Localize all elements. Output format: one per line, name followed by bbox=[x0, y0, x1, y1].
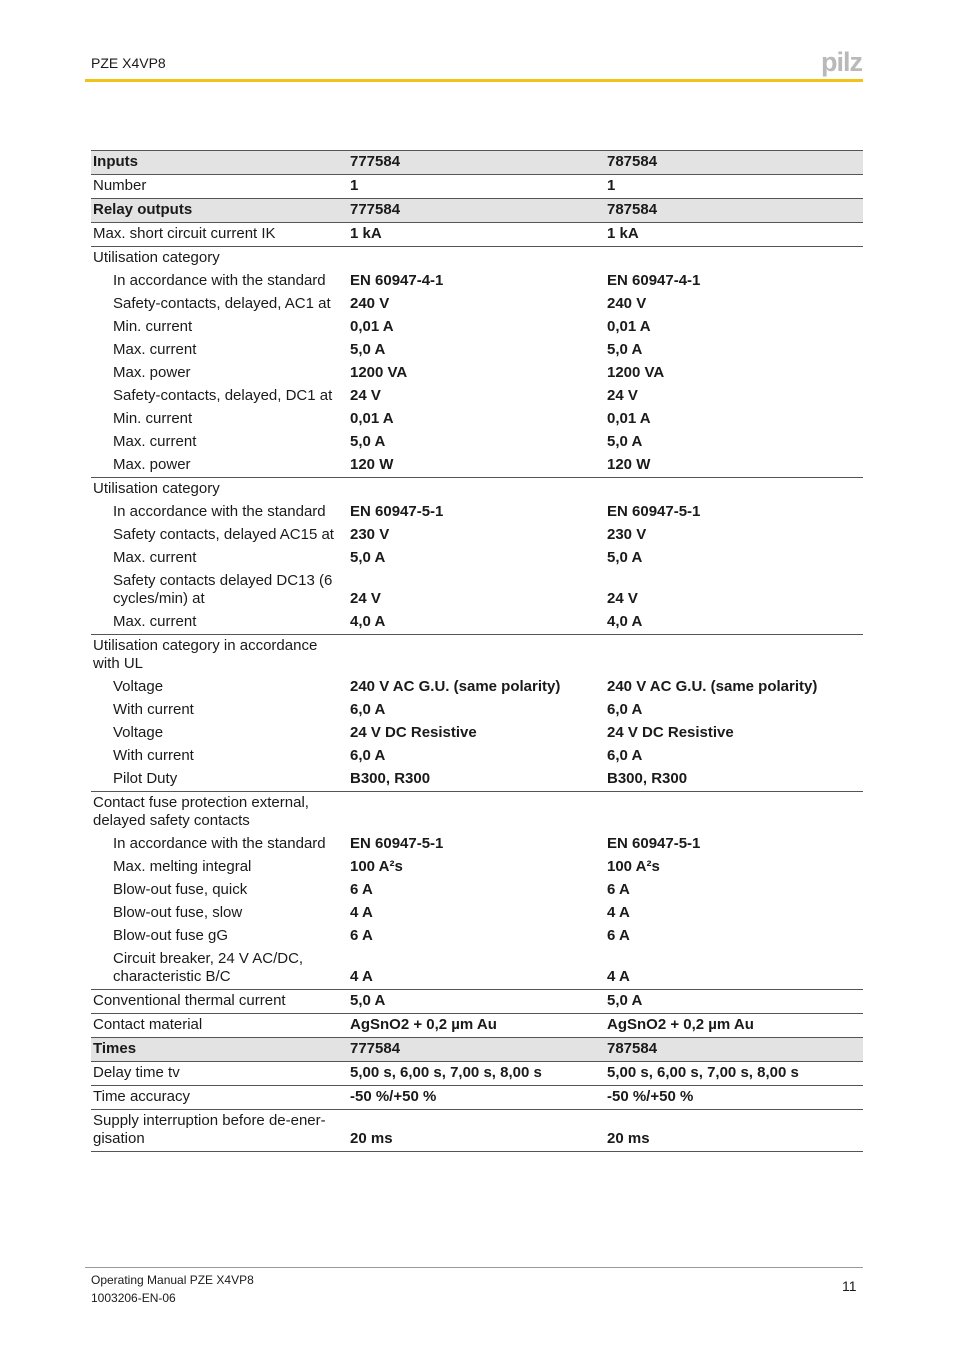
row-label: Utilisation category in accordance with UL bbox=[93, 637, 318, 672]
table-row bbox=[91, 879, 863, 902]
value-787584: 4 A bbox=[607, 904, 630, 921]
pilz-logo: pilz bbox=[821, 47, 862, 77]
table-row bbox=[91, 339, 863, 362]
value-787584: 5,0 A bbox=[607, 341, 643, 358]
row-label: Blow-out fuse gG bbox=[113, 927, 229, 944]
value-777584: -50 %/+50 % bbox=[350, 1088, 437, 1105]
row-label: Contact fuse protection external, delayed safety contacts bbox=[93, 794, 309, 829]
table-row bbox=[91, 948, 863, 989]
table-row bbox=[91, 501, 863, 524]
value-787584: 787584 bbox=[607, 153, 658, 170]
value-777584: 0,01 A bbox=[350, 318, 394, 335]
row-label: Times bbox=[93, 1040, 137, 1057]
row-label: Min. current bbox=[113, 410, 193, 427]
value-787584: 4,0 A bbox=[607, 613, 643, 630]
row-label: In accordance with the standard bbox=[113, 503, 326, 520]
value-787584: B300, R300 bbox=[607, 770, 688, 787]
value-777584: EN 60947-5-1 bbox=[350, 835, 444, 852]
value-777584: 1 bbox=[350, 177, 359, 194]
value-777584: EN 60947-5-1 bbox=[350, 503, 444, 520]
row-label: Contact material bbox=[93, 1016, 203, 1033]
row-label: Blow-out fuse, quick bbox=[113, 881, 248, 898]
value-787584: 5,0 A bbox=[607, 992, 643, 1009]
value-777584: 24 V DC Resistive bbox=[350, 724, 477, 741]
table-row bbox=[91, 293, 863, 316]
value-787584: 1 kA bbox=[607, 225, 639, 242]
table-row bbox=[91, 174, 863, 198]
page-number: 11 bbox=[842, 1278, 857, 1294]
value-787584: 0,01 A bbox=[607, 318, 651, 335]
table-row bbox=[91, 1037, 863, 1061]
row-label: Safety contacts delayed DC13 (6 cycles/min) at bbox=[113, 572, 333, 607]
value-777584: B300, R300 bbox=[350, 770, 431, 787]
value-787584: 120 W bbox=[607, 456, 651, 473]
value-787584: 230 V bbox=[607, 526, 647, 543]
table-row bbox=[91, 902, 863, 925]
value-777584: 5,0 A bbox=[350, 992, 386, 1009]
table-row bbox=[91, 431, 863, 454]
table-row bbox=[91, 856, 863, 879]
table-row bbox=[91, 547, 863, 570]
table-row bbox=[91, 454, 863, 477]
value-787584: 5,00 s, 6,00 s, 7,00 s, 8,00 s bbox=[607, 1064, 799, 1081]
value-777584: 240 V bbox=[350, 295, 390, 312]
value-777584: 4 A bbox=[350, 968, 373, 985]
value-777584: AgSnO2 + 0,2 µm Au bbox=[350, 1016, 497, 1033]
row-label: Time accuracy bbox=[93, 1088, 190, 1105]
value-777584: EN 60947-4-1 bbox=[350, 272, 444, 289]
value-787584: 240 V bbox=[607, 295, 647, 312]
footer-rule bbox=[85, 1267, 863, 1268]
value-777584: 5,0 A bbox=[350, 341, 386, 358]
value-777584: 230 V bbox=[350, 526, 390, 543]
value-787584: 6,0 A bbox=[607, 747, 643, 764]
table-row bbox=[91, 222, 863, 246]
value-787584: 6,0 A bbox=[607, 701, 643, 718]
value-777584: 4,0 A bbox=[350, 613, 386, 630]
row-label: Safety-contacts, delayed, AC1 at bbox=[113, 295, 331, 312]
value-777584: 777584 bbox=[350, 153, 401, 170]
value-787584: EN 60947-5-1 bbox=[607, 503, 701, 520]
row-label: Max. current bbox=[113, 433, 197, 450]
row-label: Voltage bbox=[113, 724, 164, 741]
value-777584: 24 V bbox=[350, 387, 381, 404]
table-row bbox=[91, 246, 863, 270]
row-label: Blow-out fuse, slow bbox=[113, 904, 243, 921]
row-label: Max. current bbox=[113, 613, 197, 630]
table-row bbox=[91, 722, 863, 745]
value-777584: 1 kA bbox=[350, 225, 382, 242]
row-label: Circuit breaker, 24 V AC/DC, characteristic B/C bbox=[113, 950, 304, 985]
table-row bbox=[91, 362, 863, 385]
row-label: Pilot Duty bbox=[113, 770, 178, 787]
row-label: Max. current bbox=[113, 549, 197, 566]
row-label: In accordance with the standard bbox=[113, 272, 326, 289]
value-787584: 20 ms bbox=[607, 1130, 650, 1147]
row-label: Voltage bbox=[113, 678, 164, 695]
table-row bbox=[91, 477, 863, 501]
footer-manual-title: Operating Manual PZE X4VP8 bbox=[91, 1273, 254, 1287]
value-777584: 1200 VA bbox=[350, 364, 408, 381]
table-row bbox=[91, 316, 863, 339]
value-777584: 5,0 A bbox=[350, 549, 386, 566]
value-777584: 6,0 A bbox=[350, 701, 386, 718]
value-787584: 100 A²s bbox=[607, 858, 660, 875]
table-row bbox=[91, 611, 863, 634]
row-label: Safety contacts, delayed AC15 at bbox=[113, 526, 334, 543]
table-row bbox=[91, 676, 863, 699]
value-777584: 6,0 A bbox=[350, 747, 386, 764]
value-777584: 24 V bbox=[350, 590, 381, 607]
value-787584: 1 bbox=[607, 177, 616, 194]
value-787584: 5,0 A bbox=[607, 433, 643, 450]
value-787584: 24 V bbox=[607, 387, 638, 404]
document-title: PZE X4VP8 bbox=[91, 55, 166, 71]
table-row bbox=[91, 1061, 863, 1085]
value-787584: 4 A bbox=[607, 968, 630, 985]
value-787584: 787584 bbox=[607, 201, 658, 218]
row-label: Max. current bbox=[113, 341, 197, 358]
value-777584: 4 A bbox=[350, 904, 373, 921]
table-row bbox=[91, 634, 863, 676]
row-label: Safety-contacts, delayed, DC1 at bbox=[113, 387, 333, 404]
row-label: Max. power bbox=[113, 364, 191, 381]
value-777584: 120 W bbox=[350, 456, 394, 473]
row-label: Relay outputs bbox=[93, 201, 193, 218]
table-row bbox=[91, 699, 863, 722]
table-row bbox=[91, 745, 863, 768]
value-787584: -50 %/+50 % bbox=[607, 1088, 694, 1105]
table-row bbox=[91, 385, 863, 408]
value-787584: 787584 bbox=[607, 1040, 658, 1057]
row-label: Min. current bbox=[113, 318, 193, 335]
table-row bbox=[91, 150, 863, 174]
value-787584: 1200 VA bbox=[607, 364, 665, 381]
value-787584: 6 A bbox=[607, 927, 630, 944]
value-787584: 0,01 A bbox=[607, 410, 651, 427]
row-label: Number bbox=[93, 177, 147, 194]
table-row bbox=[91, 1109, 863, 1152]
row-label: With current bbox=[113, 747, 194, 764]
row-label: Inputs bbox=[93, 153, 138, 170]
table-row bbox=[91, 768, 863, 791]
value-777584: 5,0 A bbox=[350, 433, 386, 450]
table-row bbox=[91, 1085, 863, 1109]
row-label: Supply interruption before de-ener-gisation bbox=[93, 1112, 326, 1147]
value-787584: 5,0 A bbox=[607, 549, 643, 566]
row-label: Delay time tv bbox=[93, 1064, 180, 1081]
table-row bbox=[91, 791, 863, 833]
technical-data-table bbox=[91, 150, 863, 1152]
table-row bbox=[91, 1013, 863, 1037]
value-777584: 6 A bbox=[350, 927, 373, 944]
value-777584: 777584 bbox=[350, 1040, 401, 1057]
table-row bbox=[91, 408, 863, 431]
value-777584: 20 ms bbox=[350, 1130, 393, 1147]
value-777584: 0,01 A bbox=[350, 410, 394, 427]
value-777584: 5,00 s, 6,00 s, 7,00 s, 8,00 s bbox=[350, 1064, 542, 1081]
value-787584: 6 A bbox=[607, 881, 630, 898]
value-787584: 24 V bbox=[607, 590, 638, 607]
value-777584: 6 A bbox=[350, 881, 373, 898]
row-label: Max. melting integral bbox=[113, 858, 252, 875]
table-row bbox=[91, 989, 863, 1013]
table-row bbox=[91, 570, 863, 611]
value-787584: AgSnO2 + 0,2 µm Au bbox=[607, 1016, 754, 1033]
value-777584: 240 V AC G.U. (same polarity) bbox=[350, 678, 561, 695]
value-787584: EN 60947-4-1 bbox=[607, 272, 701, 289]
row-label: Max. short circuit current IK bbox=[93, 225, 276, 242]
table-row bbox=[91, 925, 863, 948]
footer-document-number: 1003206-EN-06 bbox=[91, 1291, 176, 1305]
row-label: Utilisation category bbox=[93, 480, 220, 497]
table-row bbox=[91, 270, 863, 293]
row-label: With current bbox=[113, 701, 194, 718]
row-label: In accordance with the standard bbox=[113, 835, 326, 852]
table-row bbox=[91, 524, 863, 547]
row-label: Max. power bbox=[113, 456, 191, 473]
value-787584: EN 60947-5-1 bbox=[607, 835, 701, 852]
value-787584: 24 V DC Resistive bbox=[607, 724, 734, 741]
value-787584: 240 V AC G.U. (same polarity) bbox=[607, 678, 818, 695]
table-row bbox=[91, 833, 863, 856]
header-rule bbox=[85, 79, 863, 82]
value-777584: 100 A²s bbox=[350, 858, 403, 875]
table-row bbox=[91, 198, 863, 222]
value-777584: 777584 bbox=[350, 201, 401, 218]
row-label: Conventional thermal current bbox=[93, 992, 286, 1009]
row-label: Utilisation category bbox=[93, 249, 220, 266]
